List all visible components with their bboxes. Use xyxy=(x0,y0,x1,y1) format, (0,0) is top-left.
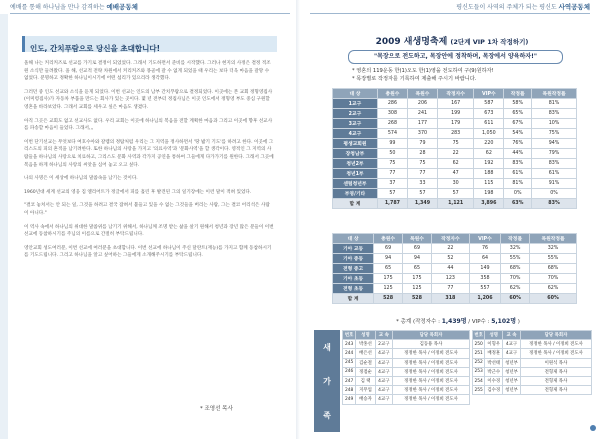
table-row xyxy=(473,358,592,367)
table-cell: 94 xyxy=(374,254,403,264)
table-cell: 250 xyxy=(473,340,485,349)
table-row xyxy=(333,159,577,169)
table-cell: 4교구 xyxy=(375,395,392,404)
table-cell: 65% xyxy=(504,109,532,119)
table-row xyxy=(333,199,577,209)
grand-total xyxy=(348,316,568,325)
table-row xyxy=(343,349,470,358)
column-header: 작정자수 xyxy=(431,234,469,244)
table-cell: 370 xyxy=(407,129,437,139)
table-cell: 99 xyxy=(377,139,407,149)
table-cell: 1,121 xyxy=(438,199,474,209)
table-cell: 전형제 목사 xyxy=(520,376,591,385)
table-cell: 1,787 xyxy=(377,199,407,209)
row-label: 기아 중동 xyxy=(333,254,374,264)
table-cell: 69 xyxy=(374,244,403,254)
table-cell: 22 xyxy=(438,149,474,159)
column-header: 작정자수 xyxy=(438,89,474,99)
table-cell: 247 xyxy=(343,376,356,385)
table-row xyxy=(333,139,577,149)
table-cell: 81% xyxy=(532,99,577,109)
column-header: 성명 xyxy=(485,331,503,340)
row-label: 청년2부 xyxy=(333,159,378,169)
letter-paragraph: "결코 놓쳐서는 안 되는 일, 그것을 하려고 결국 잡혀서 불들고 있을 수 없는 그것들을 버리는 사람, 그는 결코 어리석은 사람이 아니다." xyxy=(24,203,270,216)
festival-title-main: 2009 새생명축제 xyxy=(375,37,448,47)
table-cell: 254 xyxy=(473,376,485,385)
totals-vip: 5,102명 xyxy=(491,318,516,325)
table-cell: 박홍선 xyxy=(356,340,375,349)
table-cell: 박선태 xyxy=(485,358,503,367)
row-label: 기아 초동 xyxy=(333,274,374,284)
table-cell: 57 xyxy=(407,189,437,199)
table-cell: 245 xyxy=(343,358,356,367)
column-header: 담당 목회자 xyxy=(392,331,469,340)
table-cell: 4교구 xyxy=(375,358,392,367)
table-cell: 81% xyxy=(504,179,532,189)
table-row xyxy=(333,244,577,254)
table-cell: 177 xyxy=(407,119,437,129)
table-cell: 557 xyxy=(469,284,500,294)
table-header-row xyxy=(333,89,577,99)
table-cell: 75 xyxy=(407,159,437,169)
table-cell: 252 xyxy=(473,358,485,367)
table-cell: 65 xyxy=(374,264,403,274)
right-page-header xyxy=(310,0,590,14)
table-cell: 94 xyxy=(403,254,432,264)
table-row xyxy=(333,189,577,199)
column-header: 총원수 xyxy=(374,234,403,244)
table-cell: 62 xyxy=(438,159,474,169)
table-cell: 박근수 xyxy=(485,367,503,376)
table-cell: 60% xyxy=(501,294,530,304)
table-cell: 123 xyxy=(431,274,469,284)
column-header: VIP수 xyxy=(469,234,500,244)
table-cell: 정정한 목사 / 이정희 전도사 xyxy=(520,340,591,349)
table-cell: 283 xyxy=(438,129,474,139)
table-cell: 정정한 목사 / 이정희 전도사 xyxy=(392,358,469,367)
adult-stats-table xyxy=(332,88,577,209)
new-family-char: 족 xyxy=(323,410,331,420)
totals-suffix: ) xyxy=(517,319,520,325)
letter-paragraph: 1960년대 세계 선교의 영웅 짐 엘리어트가 정글에서 피를 흘린 후 발견된 그의 일기장에는 이런 말이 적혀 있었다. xyxy=(24,189,252,195)
table-cell: 77 xyxy=(431,284,469,294)
table-cell: 배승자 xyxy=(356,395,375,404)
row-label: 청년1부 xyxy=(333,169,378,179)
festival-notes xyxy=(352,67,572,83)
letter-paragraph: 이 역사 속에서 하나님의 위대한 말씀위를 남기기 위해서, 하나님께 조명 받는 삶을 살기 원해서 청년과 장년 많은 분들이 이번 선교에 동참하시기를 주님의 이름으로 간절히 부탁드립니다. xyxy=(24,224,274,238)
table-cell: 4교구 xyxy=(503,340,521,349)
table-cell: 75 xyxy=(377,159,407,169)
table-cell: 175 xyxy=(374,274,403,284)
left-page-header xyxy=(10,0,290,14)
table-cell: 91% xyxy=(532,179,577,189)
letter-paragraph: 올해 나는 커리커즈로 선교를 가기로 결정이 되었었다. 그래서 기도하면서 준비를 시작했다. 그러나 현지의 사정은 결정 적조원 소식만 들려왔다. 올 해, 선교적 전략 차원에서 커리커즈와 몽골에 갈 수 없게 되었을 때 우리는 보다 더욱 마음을 갈망 수 없었다. 분명하고 정확한 하나님이시기에 어떤 섭리가 있으리라 생각했다. xyxy=(24,61,271,82)
row-label: 3교구 xyxy=(333,119,378,129)
table-cell: 149 xyxy=(469,264,500,274)
table-cell: 69 xyxy=(403,244,432,254)
table-header-row xyxy=(473,331,592,340)
row-label: 평생교회원 xyxy=(333,139,378,149)
column-header: 목원수 xyxy=(403,234,432,244)
table-cell: 김동용 목사 xyxy=(392,340,469,349)
table-cell: 4교구 xyxy=(375,376,392,385)
table-cell: 배정훈 xyxy=(485,349,503,358)
column-header: VIP수 xyxy=(474,89,504,99)
table-row xyxy=(343,376,470,385)
table-cell: 255 xyxy=(473,386,485,395)
table-cell: 57 xyxy=(377,189,407,199)
table-cell: 30 xyxy=(438,179,474,189)
table-cell: 58% xyxy=(504,99,532,109)
right-header-small: 평신도들이 사역의 주체가 되는 평신도 xyxy=(456,4,557,11)
table-cell: 62% xyxy=(501,284,530,294)
table-header-row xyxy=(333,234,577,244)
table-cell: 정정한 목사 / 이정희 전도사 xyxy=(392,367,469,376)
new-family-table-left xyxy=(342,330,470,405)
column-header: 교 속 xyxy=(375,331,392,340)
row-label: 합 계 xyxy=(333,294,374,304)
table-cell: 220 xyxy=(474,139,504,149)
table-cell: 32% xyxy=(501,244,530,254)
column-header: 목원작정률 xyxy=(532,89,577,99)
table-cell: 배은선 xyxy=(356,349,375,358)
table-cell: 54% xyxy=(504,129,532,139)
totals-prefix: * 총계 (작정자수 : xyxy=(396,319,440,325)
row-label: 전형 중고 xyxy=(333,264,374,274)
table-cell: 61% xyxy=(504,169,532,179)
table-cell: 611 xyxy=(474,119,504,129)
table-cell: 65 xyxy=(403,264,432,274)
table-cell: 0% xyxy=(504,189,532,199)
table-cell: 83% xyxy=(532,159,577,169)
table-cell: 4교구 xyxy=(375,386,392,395)
table-cell: 4교구 xyxy=(503,349,521,358)
table-cell: 55% xyxy=(530,254,577,264)
column-header: 총원수 xyxy=(377,89,407,99)
left-header-small: 예배를 통해 하나님을 만나 감격하는 xyxy=(10,4,105,11)
table-cell: 전형제 목사 xyxy=(520,367,591,376)
row-label: 합 계 xyxy=(333,199,378,209)
table-cell: 76% xyxy=(504,139,532,149)
table-cell: 198 xyxy=(474,189,504,199)
table-row xyxy=(333,169,577,179)
table-cell: 268 xyxy=(377,119,407,129)
table-cell: 246 xyxy=(343,367,356,376)
table-cell: 308 xyxy=(377,109,407,119)
table-cell: 75% xyxy=(532,129,577,139)
table-cell: 33 xyxy=(407,179,437,189)
table-cell: 70% xyxy=(530,274,577,284)
table-cell: 4교구 xyxy=(375,349,392,358)
table-cell: 62% xyxy=(530,284,577,294)
table-row xyxy=(473,349,592,358)
table-cell: 75 xyxy=(438,139,474,149)
row-label: 부영/기타 xyxy=(333,189,378,199)
letter-paragraph: 영안교회 성도여러분, 이번 선교에 여러분을 초대합니다. 이번 선교에 하나님이 주신 달란트(재능)를 가지고 함께 동참하시기를 기도드립니다. 그리고 하나님을 알고 싶어하는 그들에게 소개해주시기를 부탁드립니다. xyxy=(24,245,272,259)
table-row xyxy=(333,99,577,109)
table-cell: 528 xyxy=(403,294,432,304)
table-row xyxy=(473,386,592,395)
left-header-bold: 예배공동체 xyxy=(106,3,138,11)
letter-paragraph: 아직 그곳은 교회도 없고 선교사도 없다. 우리 교회는 이곳에 하나님의 복음을 전할 계획한 마음과 그리고 이곳에 향후 선교사를 파송할 마음이 들었다. 그래서,,, xyxy=(24,118,273,132)
letter-paragraph: 나의 사명은 이 세상에 하나님의 말씀속을 남기는 것이다. xyxy=(24,176,138,182)
table-cell: 206 xyxy=(407,99,437,109)
table-cell: 52 xyxy=(431,254,469,264)
table-cell: 청년부 xyxy=(503,376,521,385)
table-cell: 125 xyxy=(374,284,403,294)
table-cell: 57 xyxy=(438,189,474,199)
new-family-table-right xyxy=(472,330,592,395)
table-cell: 청년부 xyxy=(503,367,521,376)
table-cell: 192 xyxy=(474,159,504,169)
row-label: 전형 초동 xyxy=(333,284,374,294)
table-cell: 정정한 목사 / 이정희 전도사 xyxy=(520,349,591,358)
invitation-title-bar xyxy=(22,36,277,52)
table-cell: 62 xyxy=(474,149,504,159)
letter-paragraph: 이번 단기선교는 무엇보다 여호수아와 갈렙의 정탐처럼 우리는 그 지역을 정사하면서 '땅 밟기 기도'를 하려고 한다. 이곳에 그리스도의 피의 흔적을 남기려한다. 또한 하나님의 사랑을 가지고 '의료사역'과 '문화사역'을 할 생각이다. 영적인 그 지역의 사람들을 하나님의 사랑으로 치료하고, 그리스도 문화 사역과 각가지 공연을 통하여 그들에게 다가가기를 원한다. 그래서 그곳에 복음을 하게 하나님의 사랑의 씨앗을 심어 놓고 오고 싶다. xyxy=(24,139,274,168)
table-cell: 정정한 목사 / 이정희 전도사 xyxy=(392,386,469,395)
table-cell: 70% xyxy=(501,274,530,284)
table-row xyxy=(343,386,470,395)
table-row xyxy=(333,264,577,274)
table-cell: 47 xyxy=(438,169,474,179)
table-cell: 김수경 xyxy=(485,386,503,395)
table-cell: 정점순 xyxy=(356,367,375,376)
table-cell: 10% xyxy=(532,119,577,129)
table-cell: 지무업 xyxy=(356,386,375,395)
table-cell: 125 xyxy=(403,284,432,294)
table-cell: 55% xyxy=(501,254,530,264)
table-cell: 248 xyxy=(343,386,356,395)
table-cell: 77 xyxy=(377,169,407,179)
table-cell: 61% xyxy=(532,169,577,179)
table-cell: 64 xyxy=(469,254,500,264)
table-row xyxy=(473,376,592,385)
table-row xyxy=(473,367,592,376)
table-cell: 83% xyxy=(532,199,577,209)
table-row xyxy=(343,395,470,404)
column-header: 작정률 xyxy=(504,89,532,99)
table-cell: 32% xyxy=(530,244,577,254)
table-cell: 358 xyxy=(469,274,500,284)
row-label: 센텀청년부 xyxy=(333,179,378,189)
table-row xyxy=(343,367,470,376)
festival-title xyxy=(332,34,572,47)
table-cell: 전형제 목사 xyxy=(520,386,591,395)
table-cell: 김순철 xyxy=(356,358,375,367)
page-marker-dot xyxy=(590,425,596,431)
table-cell: 76 xyxy=(469,244,500,254)
table-cell: 318 xyxy=(431,294,469,304)
table-cell: 83% xyxy=(532,109,577,119)
table-cell: 60% xyxy=(530,294,577,304)
table-cell: 175 xyxy=(403,274,432,284)
table-cell: 3,896 xyxy=(474,199,504,209)
row-label: 기아 교동 xyxy=(333,244,374,254)
table-cell: 199 xyxy=(438,109,474,119)
totals-pledgers: 1,439명 xyxy=(441,318,467,325)
column-header: 목원수 xyxy=(407,89,437,99)
table-cell: 이원석 목사 xyxy=(520,358,591,367)
note-line: * 목장별로 작정자를 기록하여 제출해 주시기 바랍니다. xyxy=(352,76,477,82)
table-cell: 528 xyxy=(374,294,403,304)
new-family-label xyxy=(314,330,340,432)
row-label: 2교구 xyxy=(333,109,378,119)
table-cell: 79 xyxy=(407,139,437,149)
table-header-row xyxy=(343,331,470,340)
column-header: 목원작정률 xyxy=(530,234,577,244)
table-cell: 4교구 xyxy=(375,367,392,376)
table-row xyxy=(343,358,470,367)
totals-mid: / VIP수 : xyxy=(468,319,490,325)
table-cell: 청년부 xyxy=(503,386,521,395)
table-cell: 이형우 xyxy=(485,340,503,349)
table-cell: 0% xyxy=(532,189,577,199)
table-row xyxy=(333,109,577,119)
table-row xyxy=(473,340,592,349)
sidebar-stripe xyxy=(0,14,8,439)
festival-title-small: (2단계 VIP 1차 작정하기) xyxy=(450,38,529,46)
right-page xyxy=(300,0,600,439)
column-header: 대 상 xyxy=(333,89,378,99)
table-cell: 이수경 xyxy=(485,376,503,385)
table-cell: 28 xyxy=(407,149,437,159)
table-cell: 김 택 xyxy=(356,376,375,385)
table-cell: 188 xyxy=(474,169,504,179)
new-family-char: 새 xyxy=(323,342,331,352)
table-row xyxy=(333,149,577,159)
column-header: 담당 목회자 xyxy=(520,331,591,340)
table-cell: 68% xyxy=(501,264,530,274)
table-cell: 179 xyxy=(438,119,474,129)
table-row xyxy=(333,294,577,304)
table-row xyxy=(343,340,470,349)
column-header: 성명 xyxy=(356,331,375,340)
column-header: 대 상 xyxy=(333,234,374,244)
table-cell: 2교구 xyxy=(375,340,392,349)
table-row xyxy=(333,254,577,264)
table-cell: 244 xyxy=(343,349,356,358)
table-cell: 249 xyxy=(343,395,356,404)
table-cell: 44 xyxy=(431,264,469,274)
letter-paragraph: 그러던 중 인도 선교와 소식을 듣게 되었다. 이번 선교는 인도의 남부 간치푸람으로 결정되었다. 이곳에는 본 교회 정형영집사(이미령집사)가 자동차 부품을 만드는 회사가 있는 곳이다. 몇 년 전부터 정집사님은 이곳 인도에서 정형영 부도 중심 구원할 영혼을 바라보았다. 그래서 교회를 세우고 싶은 마음도 생겼다. xyxy=(24,89,273,110)
table-cell: 286 xyxy=(377,99,407,109)
table-cell: 251 xyxy=(473,349,485,358)
table-cell: 정정한 목사 / 이정희 전도사 xyxy=(392,376,469,385)
column-header: 작정률 xyxy=(501,234,530,244)
table-cell: 1,349 xyxy=(407,199,437,209)
note-line: * 영혼의 119운동 한(1)오도 한(1)영을 전도하여 구(9)원하자! xyxy=(352,68,494,74)
table-row xyxy=(333,119,577,129)
table-cell: 574 xyxy=(377,129,407,139)
table-cell: 243 xyxy=(343,340,356,349)
school-stats-table xyxy=(332,233,577,304)
table-cell: 587 xyxy=(474,99,504,109)
table-cell: 1,206 xyxy=(469,294,500,304)
table-cell: 68% xyxy=(530,264,577,274)
invitation-letter xyxy=(24,60,274,400)
table-cell: 241 xyxy=(407,109,437,119)
table-cell: 77 xyxy=(407,169,437,179)
right-header-bold: 사역공동체 xyxy=(558,3,590,11)
table-cell: 115 xyxy=(474,179,504,189)
table-cell: 22 xyxy=(431,244,469,254)
table-cell: 94% xyxy=(532,139,577,149)
row-label: 4교구 xyxy=(333,129,378,139)
table-cell: 정정한 목사 / 이정희 전도사 xyxy=(392,349,469,358)
table-cell: 1,050 xyxy=(474,129,504,139)
row-label: 1교구 xyxy=(333,99,378,109)
row-label: 장청남부 xyxy=(333,149,378,159)
festival-slogan: "목장으로 전도하고, 목장안에 정착하며, 목장에서 양육하자!" xyxy=(348,50,563,64)
table-cell: 79% xyxy=(532,149,577,159)
table-row xyxy=(333,274,577,284)
table-cell: 253 xyxy=(473,367,485,376)
table-row xyxy=(333,179,577,189)
table-cell: 67% xyxy=(504,119,532,129)
table-cell: 167 xyxy=(438,99,474,109)
column-header: 번호 xyxy=(473,331,485,340)
table-row xyxy=(333,129,577,139)
table-cell: 37 xyxy=(377,179,407,189)
table-row xyxy=(333,284,577,294)
new-family-char: 가 xyxy=(323,376,331,386)
column-header: 번호 xyxy=(343,331,356,340)
table-cell: 50 xyxy=(377,149,407,159)
table-cell: 44% xyxy=(504,149,532,159)
table-cell: 673 xyxy=(474,109,504,119)
table-cell: 83% xyxy=(504,159,532,169)
table-cell: 63% xyxy=(504,199,532,209)
signature: * 조영선 목사 xyxy=(200,406,233,412)
invitation-title: 인도, 간치푸람으로 당신을 초대합니다! xyxy=(30,44,161,53)
table-cell: 정정한 목사 / 이정희 전도사 xyxy=(392,395,469,404)
column-header: 교 속 xyxy=(503,331,521,340)
table-cell: 청년부 xyxy=(503,358,521,367)
